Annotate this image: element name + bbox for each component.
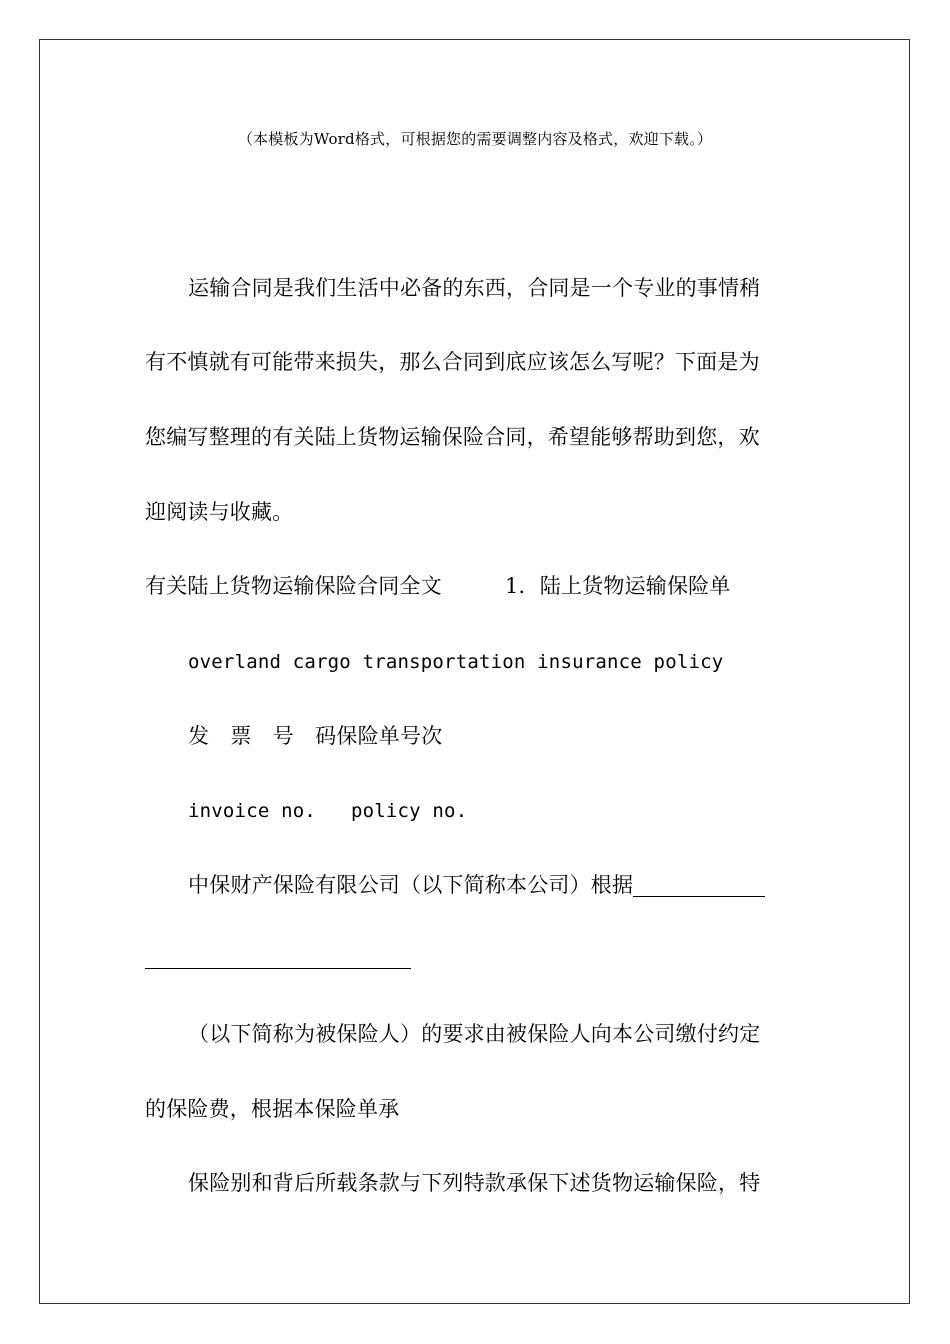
intro-line-4: 迎阅读与收藏。 (145, 500, 294, 524)
insured-name-blank-continued (145, 968, 411, 969)
terms-line: 保险别和背后所载条款与下列特款承保下述货物运输保险，特 (188, 1171, 761, 1195)
insured-line-2: 的保险费，根据本保险单承 (145, 1097, 400, 1121)
section-heading: 1．陆上货物运输保险单 (505, 574, 731, 598)
insurer-line-text: 中保财产保险有限公司（以下简称本公司）根据 (188, 873, 634, 897)
insured-line-1: （以下简称为被保险人）的要求由被保险人向本公司缴付约定 (188, 1022, 761, 1046)
intro-line-2: 有不慎就有可能带来损失，那么合同到底应该怎么写呢？下面是为 (145, 350, 760, 374)
insured-name-blank (633, 876, 765, 897)
intro-line-3: 您编写整理的有关陆上货物运输保险合同，希望能够帮助到您，欢 (145, 425, 760, 449)
invoice-label-cn: 发 票 号 码保险单号次 (188, 724, 443, 748)
document-title: 有关陆上货物运输保险合同全文 (145, 574, 442, 598)
policy-english-title: overland cargo transportation insurance policy (188, 651, 724, 673)
invoice-label-en: invoice no. policy no. (188, 800, 468, 822)
insurer-line (188, 873, 765, 897)
template-note: （本模板为Word格式，可根据您的需要调整内容及格式，欢迎下载。） (237, 130, 713, 148)
intro-line-1: 运输合同是我们生活中必备的东西，合同是一个专业的事情稍 (188, 276, 761, 300)
